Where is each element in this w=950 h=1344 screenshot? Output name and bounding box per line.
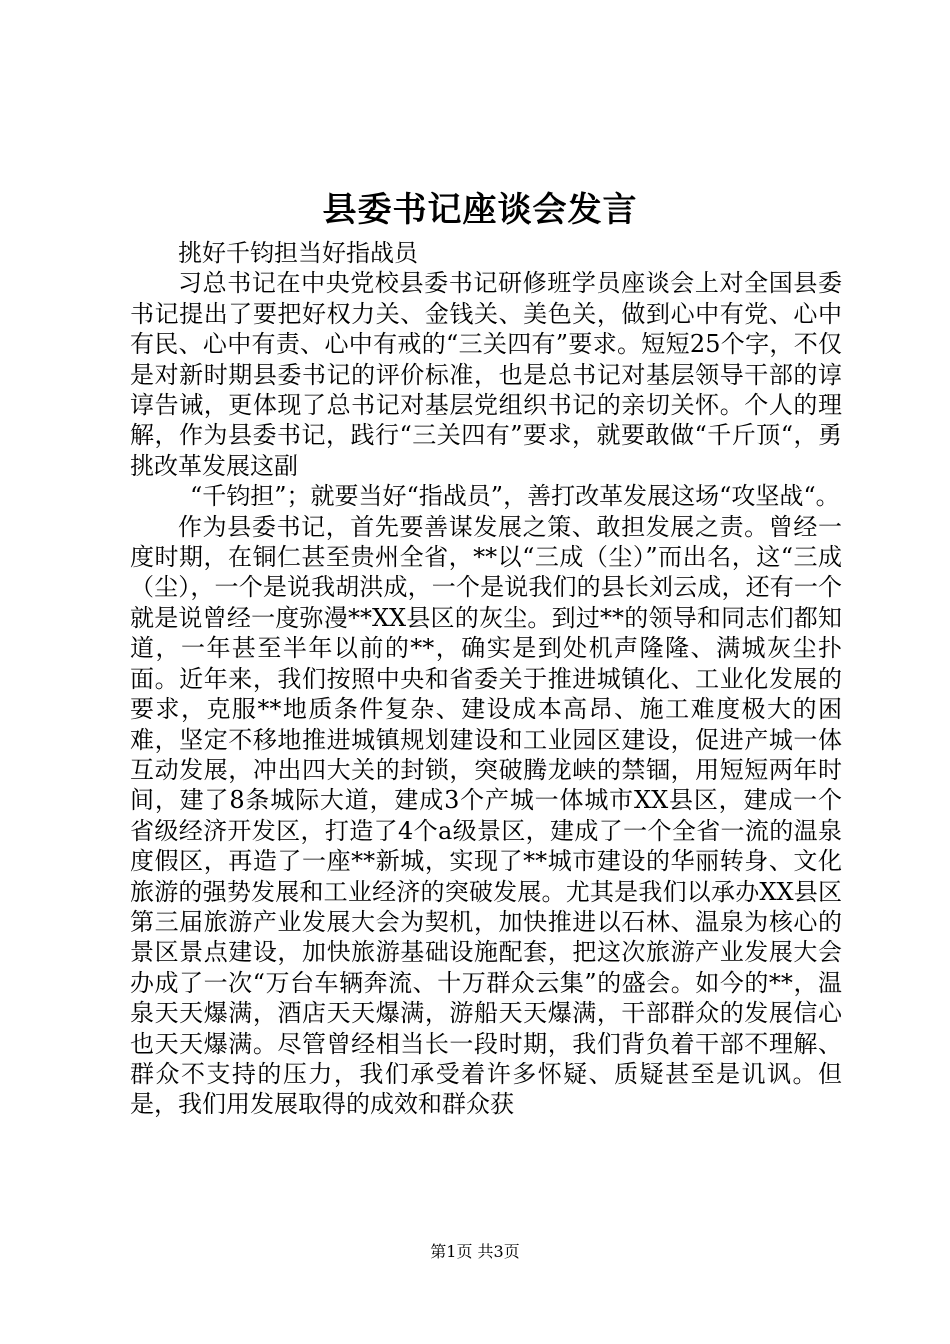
subtitle-paragraph: 挑好千钧担当好指战员	[178, 239, 418, 267]
document-body	[130, 238, 842, 1120]
body-paragraph: 作为县委书记，首先要善谋发展之策、敢担发展之责。曾经一度时期，在铜仁甚至贵州全省，**以“三成（尘）”而出名，这“三成（尘），一个是说我胡洪成，一个是说我们的县长刘云成，还有一个就是说曾经一度弥漫**XX县区的灰尘。到过**的领导和同志们都知道，一年甚至半年以前的**，确实是到处机声隆隆、满城灰尘扑面。近年来，我们按照中央和省委关于推进城镇化、工业化发展的要求，克服**地质条件复杂、建设成本高昂、施工难度极大的困难，坚定不移地推进城镇规划建设和工业园区建设，促进产城一体互动发展，冲出四大关的封锁，突破腾龙峡的禁锢，用短短两年时间，建了8条城际大道，建成3个产城一体城市XX县区，建成一个省级经济开发区，打造了4个a级景区，建成了一个全省一流的温泉度假区，再造了一座**新城，实现了**城市建设的华丽转身、文化旅游的强势发展和工业经济的突破发展。尤其是我们以承办XX县区第三届旅游产业发展大会为契机，加快推进以石林、温泉为核心的景区景点建设，加快旅游基础设施配套，把这次旅游产业发展大会办成了一次“万台车辆奔流、十万群众云集”的盛会。如今的**，温泉天天爆满，酒店天天爆满，游船天天爆满，干部群众的发展信心也天天爆满。尽管曾经相当长一段时期，我们背负着干部不理解、群众不支持的压力，我们承受着许多怀疑、质疑甚至是讥讽。但是，我们用发展取得的成效和群众获	[130, 512, 842, 1119]
body-paragraph: 习总书记在中央党校县委书记研修班学员座谈会上对全国县委书记提出了要把好权力关、金钱关、美色关，做到心中有党、心中有民、心中有责、心中有戒的“三关四有”要求。短短25个字，不仅是对新时期县委书记的评价标准，也是总书记对基层领导干部的谆谆告诫，更体现了总书记对基层党组织书记的亲切关怀。个人的理解，作为县委书记，践行“三关四有”要求，就要敢做“千斤顶“，勇挑改革发展这副	[130, 269, 842, 480]
document-title: 县委书记座谈会发言	[322, 190, 638, 230]
body-paragraph: “千钧担”；就要当好“指战员”，善打改革发展这场“攻坚战“。	[190, 482, 840, 511]
page-number-footer: 第1页 共3页	[430, 1242, 520, 1261]
